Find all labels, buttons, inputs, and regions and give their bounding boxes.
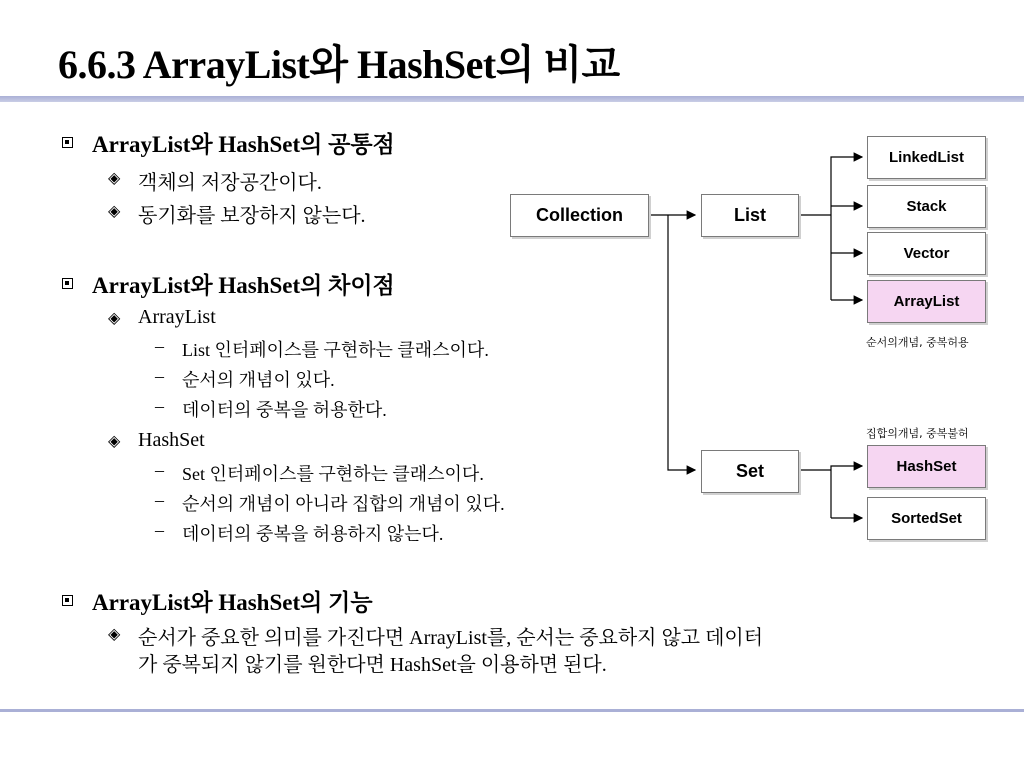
sortedset-box: SortedSet	[867, 497, 986, 540]
stack-box: Stack	[867, 185, 986, 228]
vector-box: Vector	[867, 232, 986, 275]
dash-bullet-icon: –	[155, 366, 164, 386]
list-item: 동기화를 보장하지 않는다.	[138, 205, 366, 227]
linkedlist-box: LinkedList	[867, 136, 986, 179]
sub-list-item: List 인터페이스를 구현하는 클래스이다.	[182, 340, 489, 360]
list-item: 객체의 저장공간이다.	[138, 172, 322, 194]
section-heading-diff: ArrayList와 HashSet의 차이점	[92, 273, 395, 298]
sub-list-item: 순서의 개념이 아니라 집합의 개념이 있다.	[182, 494, 505, 514]
set-note: 집합의개념, 중복불허	[866, 427, 969, 440]
dash-bullet-icon: –	[155, 520, 164, 540]
paragraph-line: 순서가 중요한 의미를 가진다면 ArrayList를, 순서는 중요하지 않고 데이터	[138, 627, 764, 649]
connector-list-linkedlist	[831, 157, 862, 300]
sub-list-item: 순서의 개념이 있다.	[182, 370, 335, 390]
arraylist-box: ArrayList	[867, 280, 986, 323]
list-item-arraylist: ArrayList	[138, 306, 216, 328]
dash-bullet-icon: –	[155, 460, 164, 480]
diamond-bullet-icon: ◈	[108, 433, 121, 450]
diamond-bullet-icon: ◈	[108, 203, 121, 220]
slide-title: 6.6.3 ArrayList와 HashSet의 비교	[58, 42, 620, 87]
list-item-hashset: HashSet	[138, 429, 205, 451]
dash-bullet-icon: –	[155, 336, 164, 356]
collection-box: Collection	[510, 194, 649, 237]
set-box: Set	[701, 450, 799, 493]
connector-collection-set	[668, 215, 695, 470]
dash-bullet-icon: –	[155, 396, 164, 416]
diamond-bullet-icon: ◈	[108, 310, 121, 327]
diamond-bullet-icon: ◈	[108, 626, 121, 643]
diamond-bullet-icon: ◈	[108, 170, 121, 187]
list-box: List	[701, 194, 799, 237]
dash-bullet-icon: –	[155, 490, 164, 510]
paragraph-line: 가 중복되지 않기를 원한다면 HashSet을 이용하면 된다.	[138, 654, 607, 676]
section-heading-common: ArrayList와 HashSet의 공통점	[92, 132, 395, 157]
list-note: 순서의개념, 중복허용	[866, 336, 969, 349]
footer-divider	[0, 709, 1024, 712]
hashset-box: HashSet	[867, 445, 986, 488]
connector-set-hashset	[831, 466, 862, 518]
section-heading-function: ArrayList와 HashSet의 기능	[92, 590, 373, 615]
sub-list-item: 데이터의 중복을 허용한다.	[182, 400, 387, 420]
sub-list-item: Set 인터페이스를 구현하는 클래스이다.	[182, 464, 484, 484]
sub-list-item: 데이터의 중복을 허용하지 않는다.	[182, 524, 444, 544]
